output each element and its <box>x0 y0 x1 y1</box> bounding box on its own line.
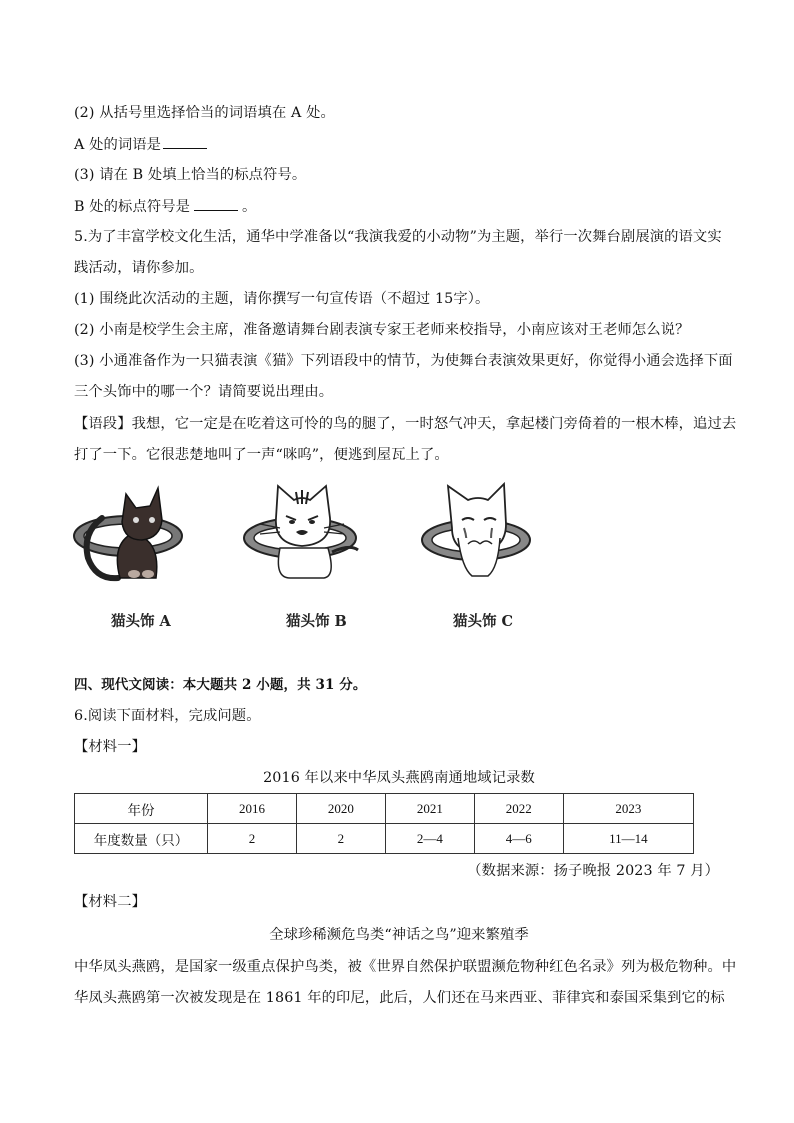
q5-part2-answer-line <box>74 132 724 156</box>
q5-sub3-line1: (3) 小通准备作为一只猫表演《猫》下列语段中的情节，为使舞台表演效果更好，你觉得小通会选择下面 <box>74 353 733 369</box>
q5-stem-line2: 践活动，请你参加。 <box>74 260 204 276</box>
data-source: （数据来源：扬子晚报 2023 年 7 月） <box>467 863 719 879</box>
cat-headdress-b-image <box>240 478 370 588</box>
table-cell-year: 2016 <box>208 794 297 824</box>
caption-c: 猫头饰 C <box>453 613 514 630</box>
bird-record-table <box>74 793 694 854</box>
table-cell-year: 2023 <box>563 794 693 824</box>
q5-stem-line1: 5.为了丰富学校文化生活，通华中学准备以“我演我爱的小动物”为主题，举行一次舞台剧展演的语文实 <box>74 229 722 245</box>
q5-sub3-line2: 三个头饰中的哪一个？请简要说出理由。 <box>74 384 334 400</box>
table-header-year: 年份 <box>75 794 208 824</box>
table-cell-year: 2021 <box>385 794 474 824</box>
cat-headdress-a-image <box>72 478 192 588</box>
table-cell-count: 2—4 <box>385 824 474 854</box>
table-row-years <box>75 794 694 824</box>
material2-para-line2: 华凤头燕鸥第一次被发现是在 1861 年的印尼，此后，人们还在马来西亚、菲律宾和泰国采集到它的标 <box>74 990 725 1006</box>
excerpt-line1: 【语段】我想，它一定是在吃着这可怜的鸟的腿了，一时怒气冲天，拿起楼门旁倚着的一根木棒，追过去 <box>74 416 737 432</box>
table-title: 2016 年以来中华凤头燕鸥南通地域记录数 <box>263 770 535 786</box>
answer-end-b: 。 <box>242 199 257 215</box>
q5-sub1: (1) 围绕此次活动的主题，请你撰写一句宣传语（不超过 15字）。 <box>74 291 490 307</box>
caption-b: 猫头饰 B <box>286 613 347 630</box>
material1-label: 【材料一】 <box>74 739 146 755</box>
q6-prompt: 6.阅读下面材料，完成问题。 <box>74 708 261 724</box>
answer-blank-b[interactable] <box>194 194 238 211</box>
cat-headdress-c-image <box>418 478 538 588</box>
material2-label: 【材料二】 <box>74 894 146 910</box>
answer-label-b: B 处的标点符号是 <box>74 199 191 215</box>
q5-part3-prompt: (3) 请在 B 处填上恰当的标点符号。 <box>74 167 307 183</box>
table-cell-count: 11—14 <box>563 824 693 854</box>
table-header-count: 年度数量（只） <box>75 824 208 854</box>
table-cell-count: 4—6 <box>474 824 563 854</box>
q5-part3-answer-line <box>74 194 724 218</box>
section-4-heading: 四、现代文阅读：本大题共 2 小题，共 31 分。 <box>74 677 367 693</box>
answer-label-a: A 处的词语是 <box>74 137 162 153</box>
q5-part2-prompt: (2) 从括号里选择恰当的词语填在 A 处。 <box>74 105 335 121</box>
table-cell-count: 2 <box>296 824 385 854</box>
caption-a: 猫头饰 A <box>111 613 171 630</box>
table-cell-year: 2022 <box>474 794 563 824</box>
table-cell-year: 2020 <box>296 794 385 824</box>
answer-blank-a[interactable] <box>163 132 207 149</box>
excerpt-line2: 打了一下。它很悲楚地叫了一声“咪呜”，便逃到屋瓦上了。 <box>74 447 449 463</box>
material2-title: 全球珍稀濒危鸟类“神话之鸟”迎来繁殖季 <box>269 927 529 943</box>
table-cell-count: 2 <box>208 824 297 854</box>
q5-sub2: (2) 小南是校学生会主席，准备邀请舞台剧表演专家王老师来校指导，小南应该对王老师怎么说？ <box>74 322 690 338</box>
table-row-counts <box>75 824 694 854</box>
material2-para-line1: 中华凤头燕鸥，是国家一级重点保护鸟类，被《世界自然保护联盟濒危物种红色名录》列为极危物种。中 <box>74 959 737 975</box>
